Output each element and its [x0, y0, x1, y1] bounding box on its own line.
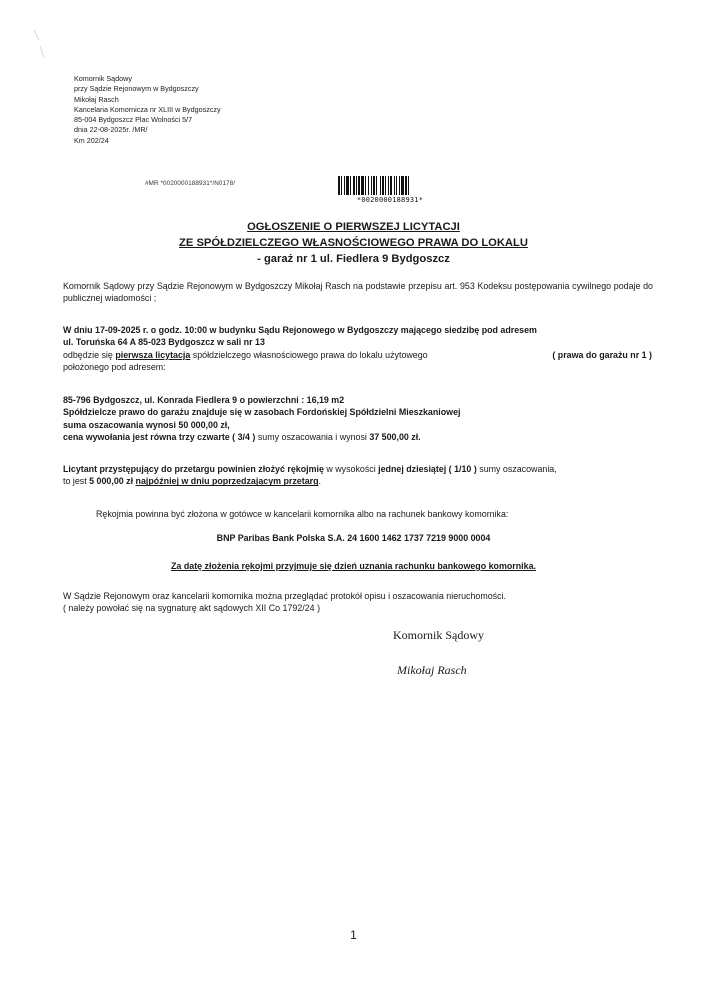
inspection-text: ( należy powołać się na sygnaturę akt sądowych XII Co 1792/24 ) [63, 603, 321, 614]
starting-price-label: cena wywołania jest równa trzy czwarte ( 3/4 ) [63, 432, 256, 443]
auction-text: odbędzie się [63, 349, 116, 360]
title-text: ZE SPÓŁDZIELCZEGO WŁASNOŚCIOWEGO PRAWA DO LOKALU [179, 237, 528, 249]
deposit-text: . [318, 476, 321, 487]
property-valuation: suma oszacowania wynosi 50 000,00 zł, [63, 419, 230, 430]
deposit-date-note: Za datę złożenia rękojmi przyjmuje się dzień uznania rachunku bankowego komornika. [171, 561, 536, 571]
deposit-deadline: najpóźniej w dniu poprzedzającym przetarg [135, 476, 319, 487]
deposit-text: to jest [63, 476, 90, 487]
reference-code: #MR *0020000188931*/N0178/ [145, 180, 236, 187]
deposit-text: Licytant przystępujący do przetargu powinien złożyć rękojmię [63, 464, 324, 474]
deposit-fraction: jednej dziesiątej ( 1/10 ) [378, 464, 477, 474]
property-cooperative: Spółdzielcze prawo do garażu znajduje się w zasobach Fordońskiej Spółdzielni Mieszkaniowej [63, 407, 461, 418]
header-line: dnia 22-08-2025r. /MR/ [74, 125, 148, 135]
signature-title: Komornik Sądowy [393, 628, 484, 642]
inspection-text: W Sądzie Rejonowym oraz kancelarii komornika można przeglądać protokół opisu i oszacowania nieruchomości. [63, 591, 506, 601]
signature-name: Mikołaj Rasch [397, 663, 467, 677]
deposit-amount: 5 000,00 zł [89, 476, 134, 487]
title-text: - garaż nr 1 ul. Fiedlera 9 Bydgoszcz [257, 253, 450, 265]
property-paragraph [63, 394, 663, 444]
title-line-1 [0, 219, 707, 235]
title-text: OGŁOSZENIE O PIERWSZEJ LICYTACJI [247, 221, 460, 233]
auction-date-location: W dniu 17-09-2025 r. o godz. 10:00 w budynku Sądu Rejonowego w Bydgoszczy mającego siedzibę pod adresem [63, 325, 537, 335]
header-line: przy Sądzie Rejonowym w Bydgoszczy [74, 84, 199, 94]
first-auction-label: pierwsza licytacja [115, 349, 191, 360]
intro-paragraph: Komornik Sądowy przy Sądzie Rejonowym w Bydgoszczy Mikołaj Rasch na podstawie przepisu art. 953 Kodeksu postępowania cywilnego podaje do publicznej wiadomości ; [63, 281, 653, 304]
page-number: 1 [350, 928, 357, 942]
deposit-text: w wysokości [323, 464, 379, 474]
deposit-paragraph [63, 463, 663, 488]
auction-address: ul. Toruńska 64 A 85-023 Bydgoszcz w sali nr 13 [63, 337, 265, 348]
barcode [338, 176, 442, 204]
auction-paragraph [63, 324, 663, 374]
title-line-3 [0, 251, 707, 267]
header-line: 85-004 Bydgoszcz Plac Wolności 5/7 [74, 115, 193, 125]
payment-paragraph: Rękojmia powinna być złożona w gotówce w kancelarii komornika albo na rachunek bankowy komornika: [96, 509, 509, 519]
header-line: Mikołaj Rasch [74, 94, 119, 104]
barcode-text: *0020000188931* [356, 196, 424, 204]
header-line: Km 202/24 [74, 135, 109, 145]
title-line-2 [0, 235, 707, 251]
header-line: Komornik Sądowy [74, 74, 132, 83]
auction-text: spółdzielczego własnościowego prawa do lokalu użytowego [190, 349, 428, 360]
bank-account: BNP Paribas Bank Polska S.A. 24 1600 1462 1737 7219 9000 0004 [216, 533, 491, 543]
barcode-bars [338, 176, 442, 195]
garage-right-label: ( prawa do garażu nr 1 ) [552, 349, 652, 360]
auction-text: położonego pod adresem: [63, 362, 166, 373]
property-address: 85-796 Bydgoszcz, ul. Konrada Fiedlera 9 o powierzchni : 16,19 m2 [63, 395, 345, 405]
scan-mark [30, 28, 50, 62]
starting-price-value: 37 500,00 zł. [369, 432, 421, 443]
deposit-text: sumy oszacowania, [476, 464, 557, 474]
property-text: sumy oszacowania i wynosi [255, 432, 370, 443]
header-line: Kancelaria Komornicza nr XLIII w Bydgoszczy [74, 104, 221, 114]
bailiff-header [74, 74, 221, 146]
inspection-paragraph [63, 590, 683, 615]
